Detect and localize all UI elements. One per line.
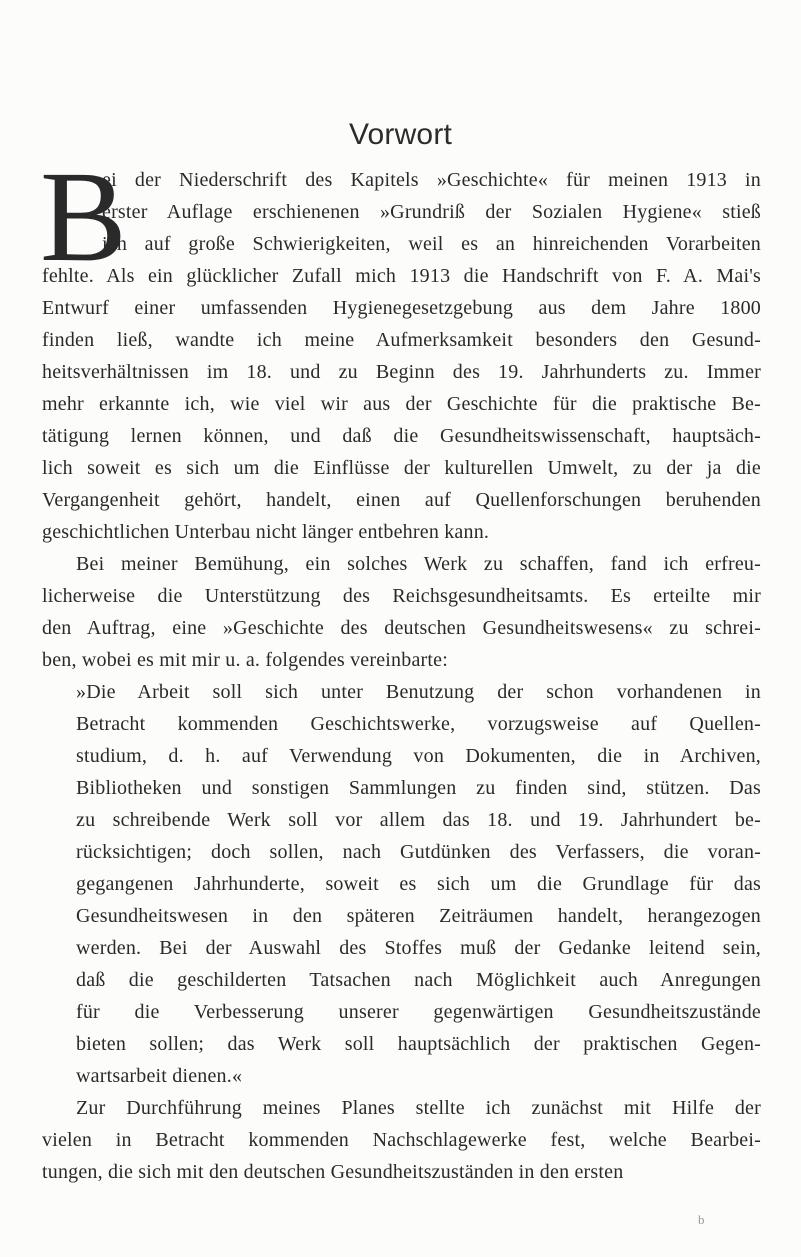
text-line: Zur Durchführung meines Planes stellte ich zunächst mit Hilfe der [76, 1097, 761, 1119]
text-line: bieten sollen; das Werk soll hauptsächlich der praktischen Gegen- [76, 1033, 761, 1055]
text-line: heitsverhältnissen im 18. und zu Beginn des 19. Jahrhunderts zu. Immer [42, 361, 761, 383]
text-line: lich soweit es sich um die Einflüsse der kulturellen Umwelt, zu der ja die [42, 457, 761, 479]
text-line: zu schreibende Werk soll vor allem das 18. und 19. Jahrhundert be- [76, 809, 761, 831]
text-line: studium, d. h. auf Verwendung von Dokumenten, die in Archiven, [76, 745, 761, 767]
text-line: Betracht kommenden Geschichtswerke, vorzugsweise auf Quellen- [76, 713, 761, 735]
text-line: ich auf große Schwierigkeiten, weil es an hinreichenden Vorarbeiten [102, 233, 761, 255]
text-line: gegangenen Jahrhunderte, soweit es sich um die Grundlage für das [76, 873, 761, 895]
text-line: rücksichtigen; doch sollen, nach Gutdünken des Verfassers, die voran- [76, 841, 761, 863]
text-line: vielen in Betracht kommenden Nachschlagewerke fest, welche Bearbei- [42, 1129, 761, 1151]
text-line: Bei meiner Bemühung, ein solches Werk zu schaffen, fand ich erfreu- [76, 553, 761, 575]
text-line: werden. Bei der Auswahl des Stoffes muß der Gedanke leitend sein, [76, 937, 761, 959]
text-line: geschichtlichen Unterbau nicht länger entbehren kann. [42, 521, 490, 543]
text-line: ei der Niederschrift des Kapitels »Geschichte« für meinen 1913 in [102, 169, 761, 191]
text-line: fehlte. Als ein glücklicher Zufall mich 1913 die Handschrift von F. A. Mai's [42, 265, 761, 287]
text-line: »Die Arbeit soll sich unter Benutzung der schon vorhandenen in [76, 681, 761, 703]
text-line: tungen, die sich mit den deutschen Gesundheitszuständen in den ersten [42, 1161, 624, 1183]
text-line: mehr erkannte ich, wie viel wir aus der Geschichte für die praktische Be- [42, 393, 761, 415]
text-line: Vergangenheit gehört, handelt, einen auf Quellenforschungen beruhenden [42, 489, 761, 511]
text-line: daß die geschilderten Tatsachen nach Möglichkeit auch Anregungen [76, 969, 761, 991]
text-line: finden ließ, wandte ich meine Aufmerksamkeit besonders den Gesund- [42, 329, 761, 351]
text-line: Entwurf einer umfassenden Hygienegesetzgebung aus dem Jahre 1800 [42, 297, 761, 319]
text-line: licherweise die Unterstützung des Reichsgesundheitsamts. Es erteilte mir [42, 585, 761, 607]
text-line: Gesundheitswesen in den späteren Zeiträumen handelt, herangezogen [76, 905, 761, 927]
text-line: tätigung lernen können, und daß die Gesundheitswissenschaft, hauptsäch- [42, 425, 761, 447]
text-line: wartsarbeit dienen.« [76, 1065, 243, 1087]
text-line: den Auftrag, eine »Geschichte des deutschen Gesundheitswesens« zu schrei- [42, 617, 761, 639]
page-title: Vorwort [348, 118, 453, 151]
text-line: für die Verbesserung unserer gegenwärtigen Gesundheitszustände [76, 1001, 761, 1023]
text-line: erster Auflage erschienenen »Grundriß der Sozialen Hygiene« stieß [102, 201, 761, 223]
text-line: Bibliotheken und sonstigen Sammlungen zu finden sind, stützen. Das [76, 777, 761, 799]
drop-cap: B [40, 145, 127, 289]
page-signature: b [698, 1212, 705, 1227]
text-line: ben, wobei es mit mir u. a. folgendes vereinbarte: [42, 649, 448, 671]
